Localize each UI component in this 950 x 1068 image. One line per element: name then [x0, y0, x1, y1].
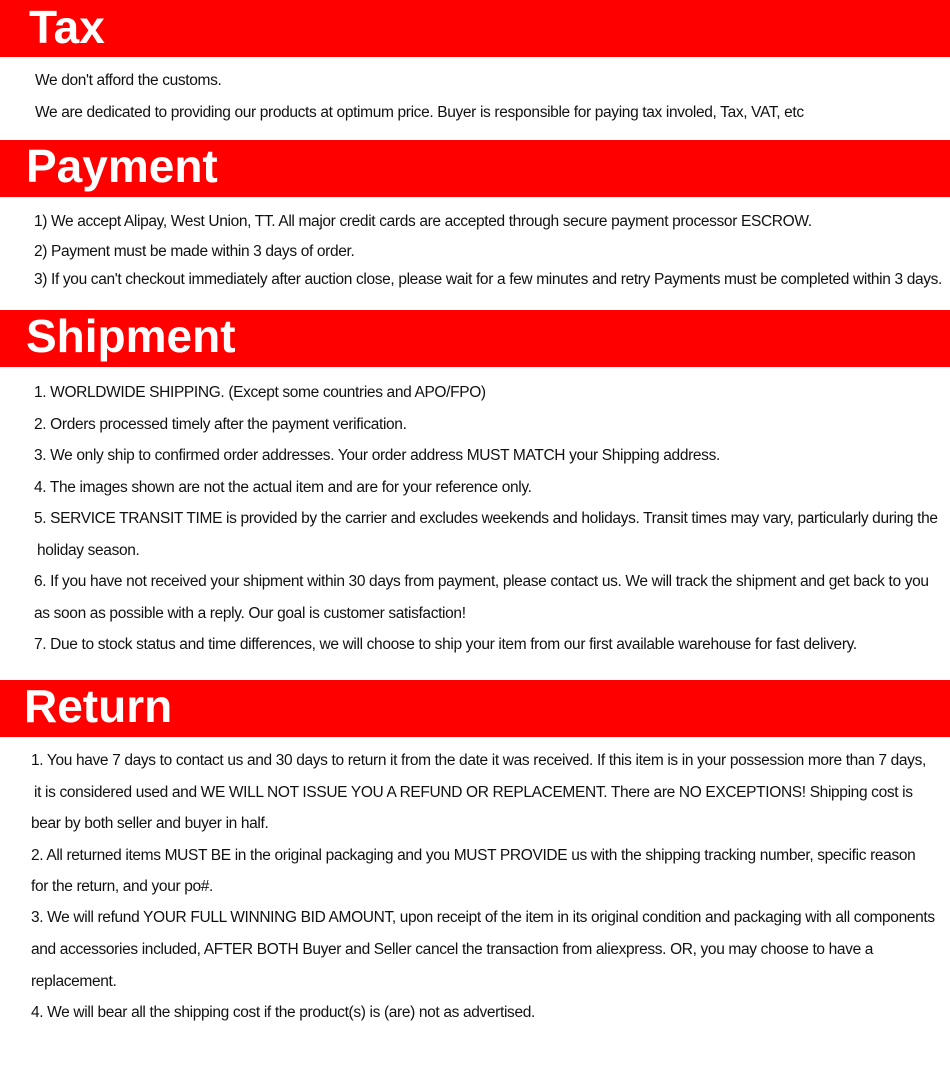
- return-line-5: for the return, and your po#.: [31, 878, 213, 895]
- return-line-8: replacement.: [31, 973, 117, 990]
- tax-line-2: We are dedicated to providing our products at optimum price. Buyer is responsible for paying tax involed, Tax, VAT, etc: [35, 104, 804, 121]
- shipment-line-7: 6. If you have not received your shipment within 30 days from payment, please contact us. We will track the shipment and get back to you: [34, 573, 929, 590]
- shipment-line-8: as soon as possible with a reply. Our goal is customer satisfaction!: [34, 605, 466, 622]
- payment-section-banner: [0, 140, 950, 197]
- return-line-9: 4. We will bear all the shipping cost if the product(s) is (are) not as advertised.: [31, 1004, 535, 1021]
- shipment-line-2: 2. Orders processed timely after the payment verification.: [34, 416, 407, 433]
- shipment-line-3: 3. We only ship to confirmed order addresses. Your order address MUST MATCH your Shipping address.: [34, 447, 720, 464]
- tax-line-1: We don't afford the customs.: [35, 72, 222, 89]
- shipment-line-9: 7. Due to stock status and time differences, we will choose to ship your item from our first available warehouse for fast delivery.: [34, 636, 857, 653]
- return-line-3: bear by both seller and buyer in half.: [31, 815, 269, 832]
- shipment-line-4: 4. The images shown are not the actual item and are for your reference only.: [34, 479, 532, 496]
- return-line-1: 1. You have 7 days to contact us and 30 days to return it from the date it was received. If this item is in your possession more than 7 days,: [31, 752, 926, 769]
- payment-line-1: 1) We accept Alipay, West Union, TT. All major credit cards are accepted through secure payment processor ESCROW.: [34, 213, 812, 230]
- return-section-title: Return: [24, 680, 173, 732]
- payment-line-3: 3) If you can't checkout immediately after auction close, please wait for a few minutes and retry Payments must be completed within 3 days.: [34, 271, 943, 288]
- shipment-line-5: 5. SERVICE TRANSIT TIME is provided by the carrier and excludes weekends and holidays. Transit times may vary, particularly during the: [34, 510, 938, 527]
- return-line-7: and accessories included, AFTER BOTH Buyer and Seller cancel the transaction from aliexpress. OR, you may choose to have a: [31, 941, 874, 958]
- tax-section-banner: [0, 0, 950, 57]
- return-line-6: 3. We will refund YOUR FULL WINNING BID AMOUNT, upon receipt of the item in its original condition and packaging with all components: [31, 909, 935, 926]
- payment-line-2: 2) Payment must be made within 3 days of order.: [34, 243, 355, 260]
- tax-section-title: Tax: [29, 1, 105, 53]
- return-line-2: it is considered used and WE WILL NOT ISSUE YOU A REFUND OR REPLACEMENT. There are NO EXCEPTIONS! Shipping cost is: [34, 784, 913, 801]
- shipment-section-title: Shipment: [26, 310, 236, 362]
- shipment-section-banner: [0, 310, 950, 367]
- return-line-4: 2. All returned items MUST BE in the original packaging and you MUST PROVIDE us with the shipping tracking number, specific reason: [31, 847, 916, 864]
- shipment-line-6: holiday season.: [37, 542, 140, 559]
- payment-section-title: Payment: [26, 140, 218, 192]
- shipment-line-1: 1. WORLDWIDE SHIPPING. (Except some countries and APO/FPO): [34, 384, 486, 401]
- return-section-banner: [0, 680, 950, 737]
